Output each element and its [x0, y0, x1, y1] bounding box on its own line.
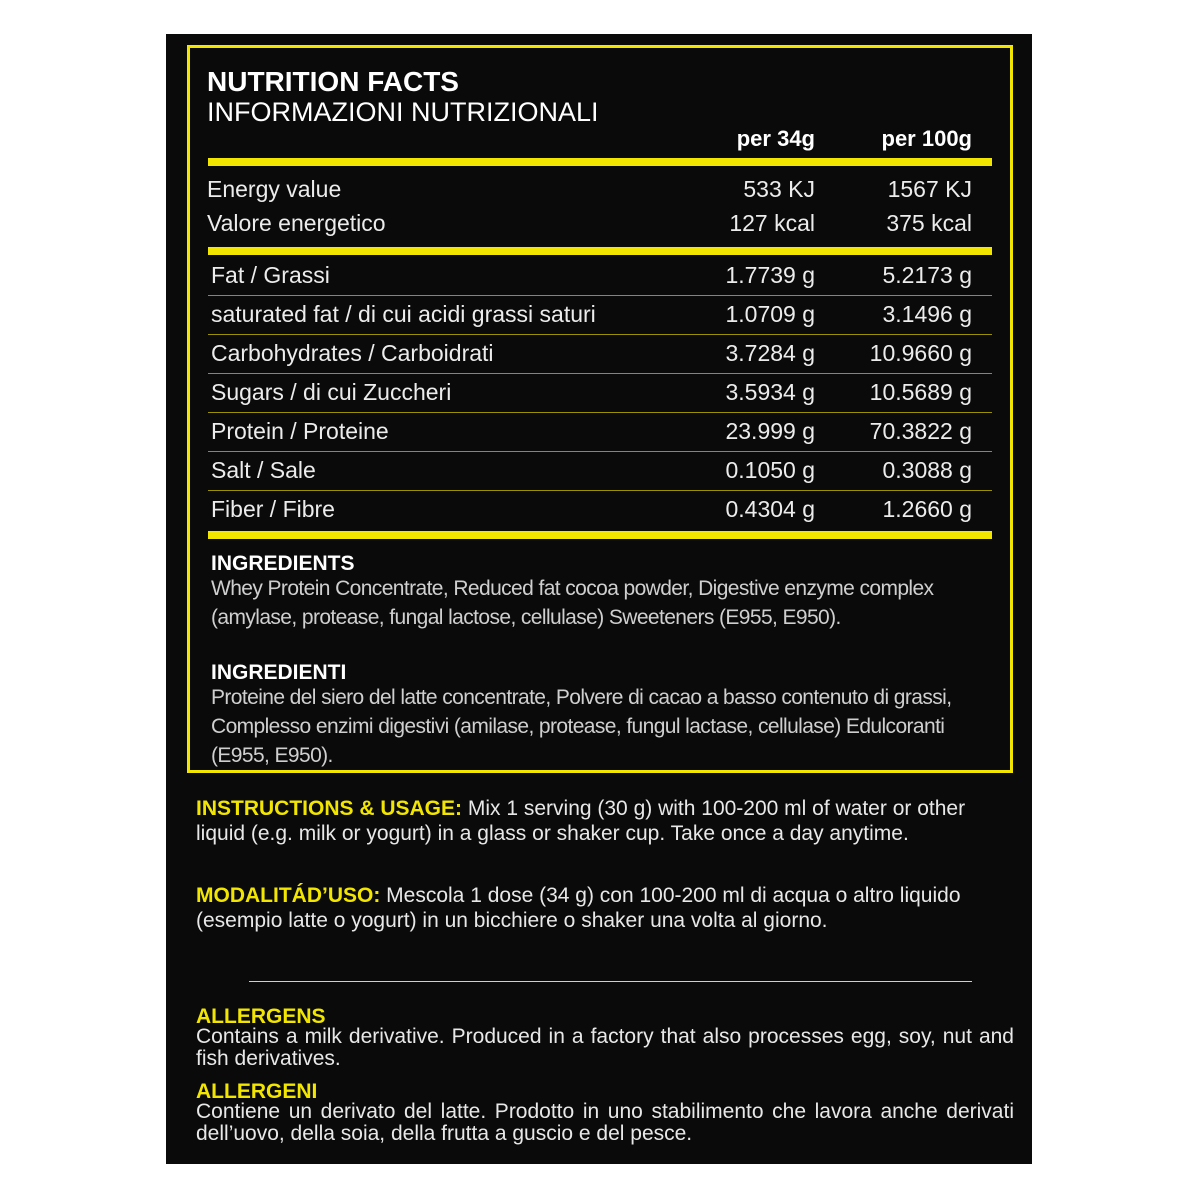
nutrient-value-per34: 1.0709 g — [725, 301, 815, 327]
nutrient-value-per34: 3.7284 g — [725, 340, 815, 366]
nutrient-label: Sugars / di cui Zuccheri — [211, 379, 452, 405]
nutrient-label: saturated fat / di cui acidi grassi saturi — [211, 301, 596, 327]
nutrient-value-per34: 23.999 g — [725, 418, 815, 444]
nutrient-value-per100: 3.1496 g — [882, 301, 972, 327]
divider-bar — [208, 247, 992, 255]
divider-bar — [208, 158, 992, 166]
column-header-per100: per 100g — [881, 126, 972, 151]
energy-label-it: Valore energetico — [207, 210, 386, 236]
nutrient-value-per34: 0.1050 g — [725, 457, 815, 483]
nutrient-value-per34: 0.4304 g — [725, 496, 815, 522]
energy-kcal-per100: 375 kcal — [886, 210, 972, 236]
nutrient-value-per100: 70.3822 g — [869, 418, 972, 444]
energy-label-en: Energy value — [207, 176, 342, 202]
nutrient-value-per100: 1.2660 g — [882, 496, 972, 522]
nutrient-value-per34: 3.5934 g — [725, 379, 815, 405]
allergens-text-it: Contiene un derivato del latte. Prodotto in uno stabilimento che lavora anche derivati dell’uovo, della soia, della frutta a guscio e del pesce. — [196, 1100, 1014, 1145]
instructions-it — [196, 883, 1011, 933]
nutrition-subtitle: INFORMAZIONI NUTRIZIONALI — [207, 97, 599, 127]
ingredients-heading-en: INGREDIENTS — [211, 552, 355, 575]
allergens-heading-en: ALLERGENS — [196, 1005, 326, 1028]
nutrient-value-per100: 10.9660 g — [869, 340, 972, 366]
row-divider — [208, 451, 992, 452]
ingredients-heading-it: INGREDIENTI — [211, 661, 347, 684]
instructions-en — [196, 796, 1011, 846]
nutrient-label: Fiber / Fibre — [211, 496, 335, 522]
energy-kj-per100: 1567 KJ — [887, 176, 972, 202]
ingredients-text-it: Proteine del siero del latte concentrate, Polvere di cacao a basso contenuto di grassi, Complesso enzimi digestivi (amilase, protease, fungul lactase, cellulase) Edulcoranti (E955, E950). — [211, 686, 952, 767]
row-divider — [208, 412, 992, 413]
nutrient-label: Fat / Grassi — [211, 262, 330, 288]
energy-kcal-per34: 127 kcal — [729, 210, 815, 236]
nutrient-value-per100: 10.5689 g — [869, 379, 972, 405]
allergens-text-en: Contains a milk derivative. Produced in a factory that also processes egg, soy, nut and fish derivatives. — [196, 1025, 1014, 1070]
instructions-heading-en: INSTRUCTIONS & USAGE: — [196, 797, 463, 820]
instructions-text-en: Mix 1 serving (30 g) with 100-200 ml of water or other liquid (e.g. milk or yogurt) in a glass or shaker cup. Take once a day anytime. — [196, 797, 966, 845]
nutrient-label: Carbohydrates / Carboidrati — [211, 340, 494, 366]
energy-kj-per34: 533 KJ — [743, 176, 815, 202]
divider-bar — [208, 531, 992, 539]
nutrition-title: NUTRITION FACTS — [207, 66, 459, 97]
instructions-text-it: Mescola 1 dose (34 g) con 100-200 ml di acqua o altro liquido (esempio latte o yogurt) in un bicchiere o shaker una volta al giorno. — [196, 884, 961, 932]
nutrient-value-per100: 0.3088 g — [882, 457, 972, 483]
ingredients-text-en: Whey Protein Concentrate, Reduced fat cocoa powder, Digestive enzyme complex (amylase, protease, fungal lactose, cellulase) Sweeteners (E955, E950). — [211, 577, 934, 629]
instructions-heading-it: MODALITÁD’USO: — [196, 884, 381, 907]
row-divider — [208, 295, 992, 296]
row-divider — [208, 373, 992, 374]
nutrient-label: Protein / Proteine — [211, 418, 389, 444]
nutrient-value-per34: 1.7739 g — [725, 262, 815, 288]
section-separator — [249, 981, 972, 982]
nutrient-label: Salt / Sale — [211, 457, 316, 483]
column-header-per34: per 34g — [736, 126, 815, 151]
row-divider — [208, 490, 992, 491]
nutrient-value-per100: 5.2173 g — [882, 262, 972, 288]
allergens-heading-it: ALLERGENI — [196, 1080, 318, 1103]
row-divider — [208, 334, 992, 335]
